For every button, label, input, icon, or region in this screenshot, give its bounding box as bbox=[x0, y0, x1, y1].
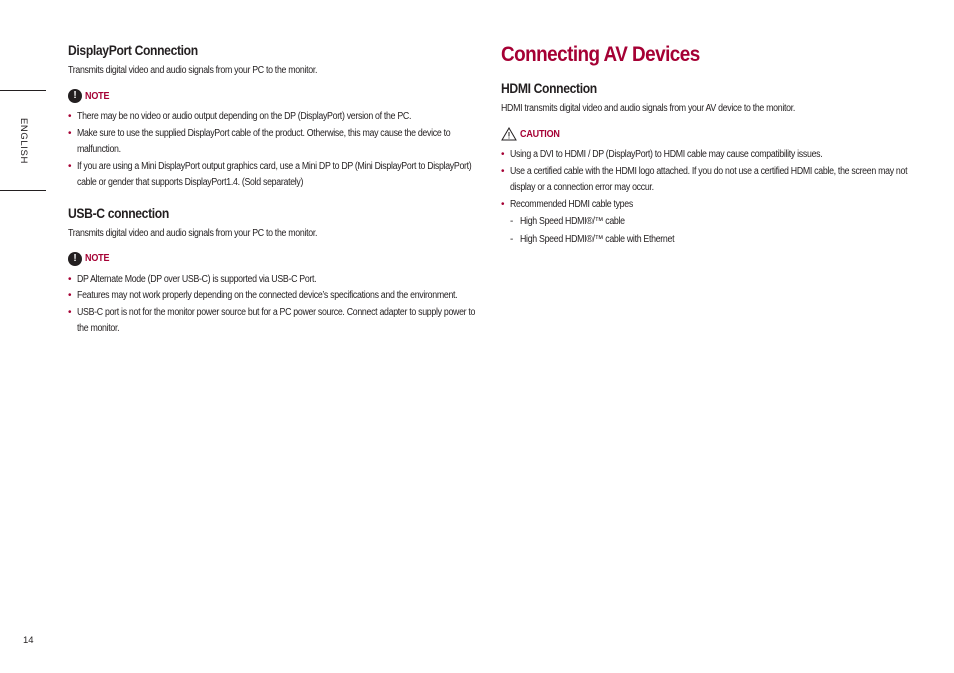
sidebar-rule-top bbox=[0, 90, 46, 91]
left-column bbox=[68, 43, 488, 338]
usbc-heading: USB-C connection bbox=[68, 205, 169, 221]
page-number: 14 bbox=[23, 635, 34, 646]
list-item: • Use a certified cable with the HDMI logo attached. If you do not use a certified HDMI cable, the screen may not display or a connection error may occur. bbox=[501, 164, 921, 197]
list-item: - High Speed HDMI®/™ cable with Ethernet bbox=[501, 231, 921, 249]
note-label: NOTE bbox=[85, 253, 110, 264]
hdmi-heading: HDMI Connection bbox=[501, 81, 597, 96]
list-item: • There may be no video or audio output depending on the DP (DisplayPort) version of the PC. bbox=[68, 109, 488, 126]
usbc-note-header bbox=[68, 250, 488, 268]
list-item: • USB-C port is not for the monitor power source but for a PC power source. Connect adapter to supply power to the monitor. bbox=[68, 305, 488, 338]
displayport-note-list bbox=[68, 109, 488, 192]
language-tab: ENGLISH bbox=[18, 118, 29, 164]
exclamation-icon: ! bbox=[68, 89, 82, 103]
displayport-description: Transmits digital video and audio signals from your PC to the monitor. bbox=[68, 65, 318, 76]
displayport-heading: DisplayPort Connection bbox=[68, 43, 198, 58]
usbc-note-list bbox=[68, 272, 488, 338]
warning-triangle-icon bbox=[501, 127, 517, 141]
usbc-description: Transmits digital video and audio signals from your PC to the monitor. bbox=[68, 227, 318, 239]
hdmi-caution-header bbox=[501, 125, 921, 143]
displayport-note-header bbox=[68, 87, 488, 105]
sidebar-rule-bottom bbox=[0, 190, 46, 191]
list-item: • Using a DVI to HDMI / DP (DisplayPort) to HDMI cable may cause compatibility issues. bbox=[501, 147, 921, 164]
caution-label: CAUTION bbox=[520, 128, 560, 140]
list-item: • Make sure to use the supplied DisplayPort cable of the product. Otherwise, this may cause the device to malfunction. bbox=[68, 126, 488, 159]
exclamation-icon: ! bbox=[68, 252, 82, 266]
right-column bbox=[501, 43, 921, 249]
list-item: - High Speed HDMI®/™ cable bbox=[501, 213, 921, 231]
list-item: • If you are using a Mini DisplayPort output graphics card, use a Mini DP to DP (Mini DisplayPort to DisplayPort) cable or gender that supports DisplayPort1.4. (Sold separately) bbox=[68, 159, 488, 192]
list-item: • DP Alternate Mode (DP over USB-C) is supported via USB-C Port. bbox=[68, 272, 488, 289]
hdmi-caution-list bbox=[501, 147, 921, 213]
list-item: • Recommended HDMI cable types bbox=[501, 197, 921, 214]
hdmi-cable-types bbox=[501, 213, 921, 249]
list-item: • Features may not work properly depending on the connected device’s specifications and the environment. bbox=[68, 288, 488, 305]
page-title: Connecting AV Devices bbox=[501, 43, 700, 66]
note-label: NOTE bbox=[85, 90, 110, 102]
hdmi-description: HDMI transmits digital video and audio signals from your AV device to the monitor. bbox=[501, 103, 795, 114]
